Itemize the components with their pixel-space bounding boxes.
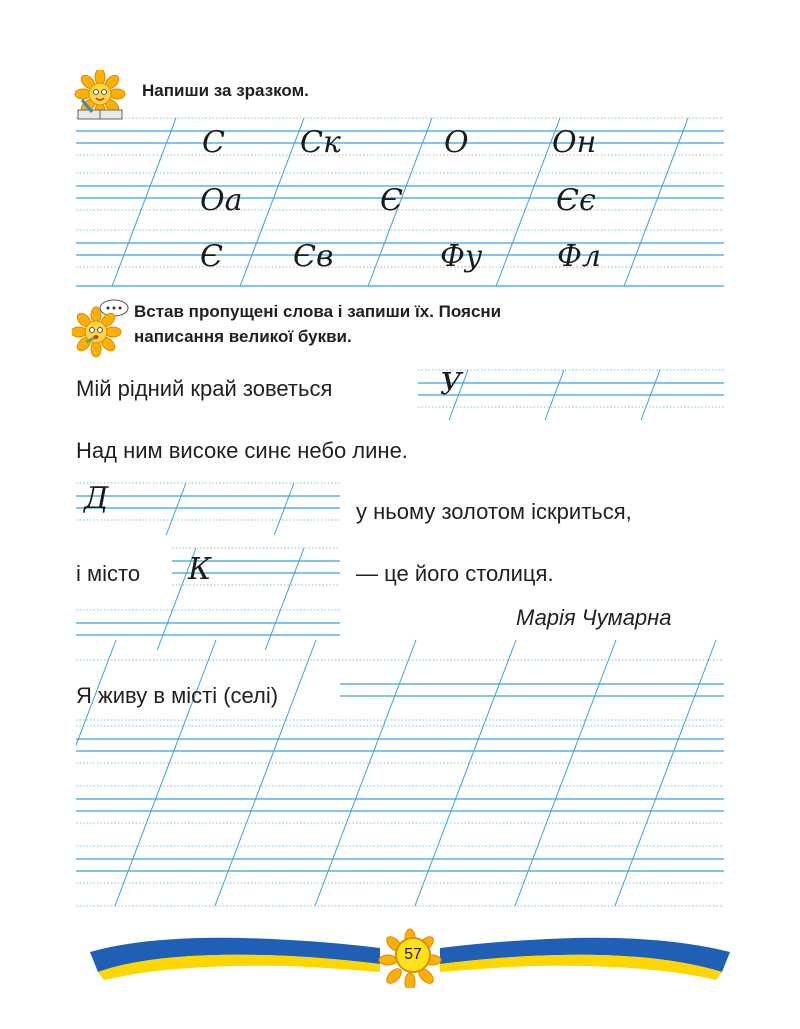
poem-line-4-start: і місто: [76, 561, 141, 586]
poem-author: Марія Чумарна: [516, 605, 672, 630]
sunflower-thinking-icon: [72, 298, 132, 358]
page-number: 57: [395, 937, 431, 973]
hint-letter: К: [188, 552, 212, 587]
sample-letter: С: [202, 125, 225, 160]
sample-letter: Єє: [556, 183, 596, 218]
ruling-line: [415, 640, 516, 906]
sample-letter: Єв: [293, 239, 334, 274]
ruling-line: [115, 640, 216, 906]
sample-letter: Є: [380, 183, 403, 218]
sample-letter: Фу: [440, 239, 483, 274]
ruling-line: [315, 640, 416, 906]
ruling-line: [166, 483, 186, 535]
poem-line-4-end: — це його столиця.: [356, 561, 554, 586]
sample-letter: Он: [552, 125, 597, 160]
task2-title-line2: написання великої букви.: [134, 327, 352, 346]
poem-line-1: Мій рідний край зоветься: [76, 376, 333, 401]
poem-line-3: у ньому золотом іскриться,: [356, 499, 632, 524]
ruling-line: [515, 640, 616, 906]
sunflower-writing-icon: [72, 70, 128, 122]
sample-letter: Ск: [300, 125, 341, 160]
prompt-text: Я живу в місті (селі): [76, 683, 279, 708]
ruling-line: [615, 640, 716, 906]
poem-line-2: Над ним високе синє небо лине.: [76, 438, 408, 463]
sample-letter: Фл: [557, 239, 602, 274]
sample-letter: Є: [200, 239, 223, 274]
task2-title-line1: Встав пропущені слова і запиши їх. Поясни: [134, 302, 502, 321]
hint-letter: Д: [84, 481, 109, 516]
hint-letter: У: [440, 367, 462, 402]
ruling-line: [274, 483, 294, 535]
sample-letter: О: [444, 125, 469, 160]
sample-letter: Оа: [200, 183, 243, 218]
ruling-line: [215, 640, 316, 906]
task1-title: Напиши за зразком.: [142, 81, 309, 100]
